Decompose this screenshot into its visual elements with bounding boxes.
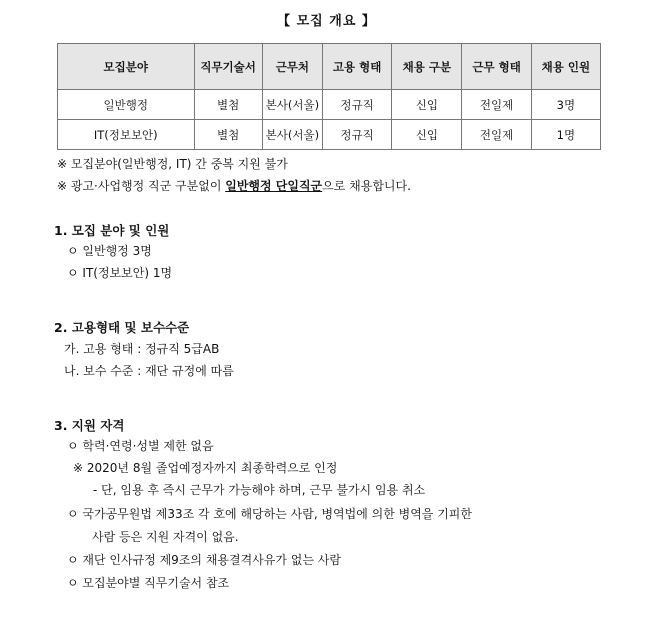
sub-note: ※ 2020년 8월 졸업예정자까지 최종학력으로 인정 xyxy=(73,461,338,475)
page-title: 【 모집 개요 】 xyxy=(277,14,376,29)
sub-note: - 단, 임용 후 즉시 근무가 가능해야 하며, 근무 불가시 임용 취소 xyxy=(93,483,426,497)
table-cell: 신입 xyxy=(392,90,462,120)
table-cell: 1명 xyxy=(531,120,600,150)
note-duplicate-application: ※ 모집분야(일반행정, IT) 간 중복 지원 불가 xyxy=(57,157,288,171)
section-heading: 1. 모집 분야 및 인원 xyxy=(54,223,170,238)
table-cell: 정규직 xyxy=(322,120,391,150)
table-cell: 별첨 xyxy=(194,120,262,150)
recruitment-table xyxy=(57,43,601,150)
note-emphasis: 일반행정 단일직군 xyxy=(225,179,323,193)
list-item: ㅇ 일반행정 3명 xyxy=(67,244,152,258)
table-header-row xyxy=(58,44,601,90)
list-item: ㅇ 재단 인사규정 제9조의 채용결격사유가 없는 사람 xyxy=(67,553,341,567)
table-cell: IT(정보보안) xyxy=(58,120,195,150)
header-job-description: 직무기술서 xyxy=(194,44,262,90)
header-headcount: 채용 인원 xyxy=(531,44,600,90)
header-field: 모집분야 xyxy=(58,44,195,90)
list-item: ㅇ 모집분야별 직무기술서 참조 xyxy=(67,576,230,590)
section-heading: 2. 고용형태 및 보수수준 xyxy=(54,320,190,335)
table-cell: 본사(서울) xyxy=(262,90,322,120)
list-item: ㅇ IT(정보보안) 1명 xyxy=(67,266,173,280)
list-item-continuation: 사람 등은 지원 자격이 없음. xyxy=(92,530,239,544)
table-cell: 전일제 xyxy=(462,90,531,120)
header-employment-type: 고용 형태 xyxy=(322,44,391,90)
list-item: ㅇ 학력·연령·성별 제한 없음 xyxy=(67,439,214,453)
table-cell: 신입 xyxy=(392,120,462,150)
table-cell: 전일제 xyxy=(462,120,531,150)
note-text: ※ 광고·사업행정 직군 구분없이 xyxy=(57,179,226,193)
table-cell: 일반행정 xyxy=(58,90,195,120)
note-single-job-group xyxy=(57,177,411,194)
header-work-type: 근무 형태 xyxy=(462,44,531,90)
table-row xyxy=(58,120,601,150)
table-cell: 별첨 xyxy=(194,90,262,120)
list-item: ㅇ 국가공무원법 제33조 각 호에 해당하는 사람, 병역법에 의한 병역을 기피한 xyxy=(67,507,472,521)
table-row xyxy=(58,90,601,120)
note-text: 으로 채용합니다. xyxy=(322,179,411,193)
section-heading: 3. 지원 자격 xyxy=(54,418,125,433)
table-cell: 정규직 xyxy=(322,90,391,120)
header-workplace: 근무처 xyxy=(262,44,322,90)
list-item: 나. 보수 수준 : 재단 규정에 따름 xyxy=(64,364,234,378)
table-cell: 본사(서울) xyxy=(262,120,322,150)
header-hire-category: 채용 구분 xyxy=(392,44,462,90)
table-cell: 3명 xyxy=(531,90,600,120)
list-item: 가. 고용 형태 : 정규직 5급AB xyxy=(64,342,220,356)
